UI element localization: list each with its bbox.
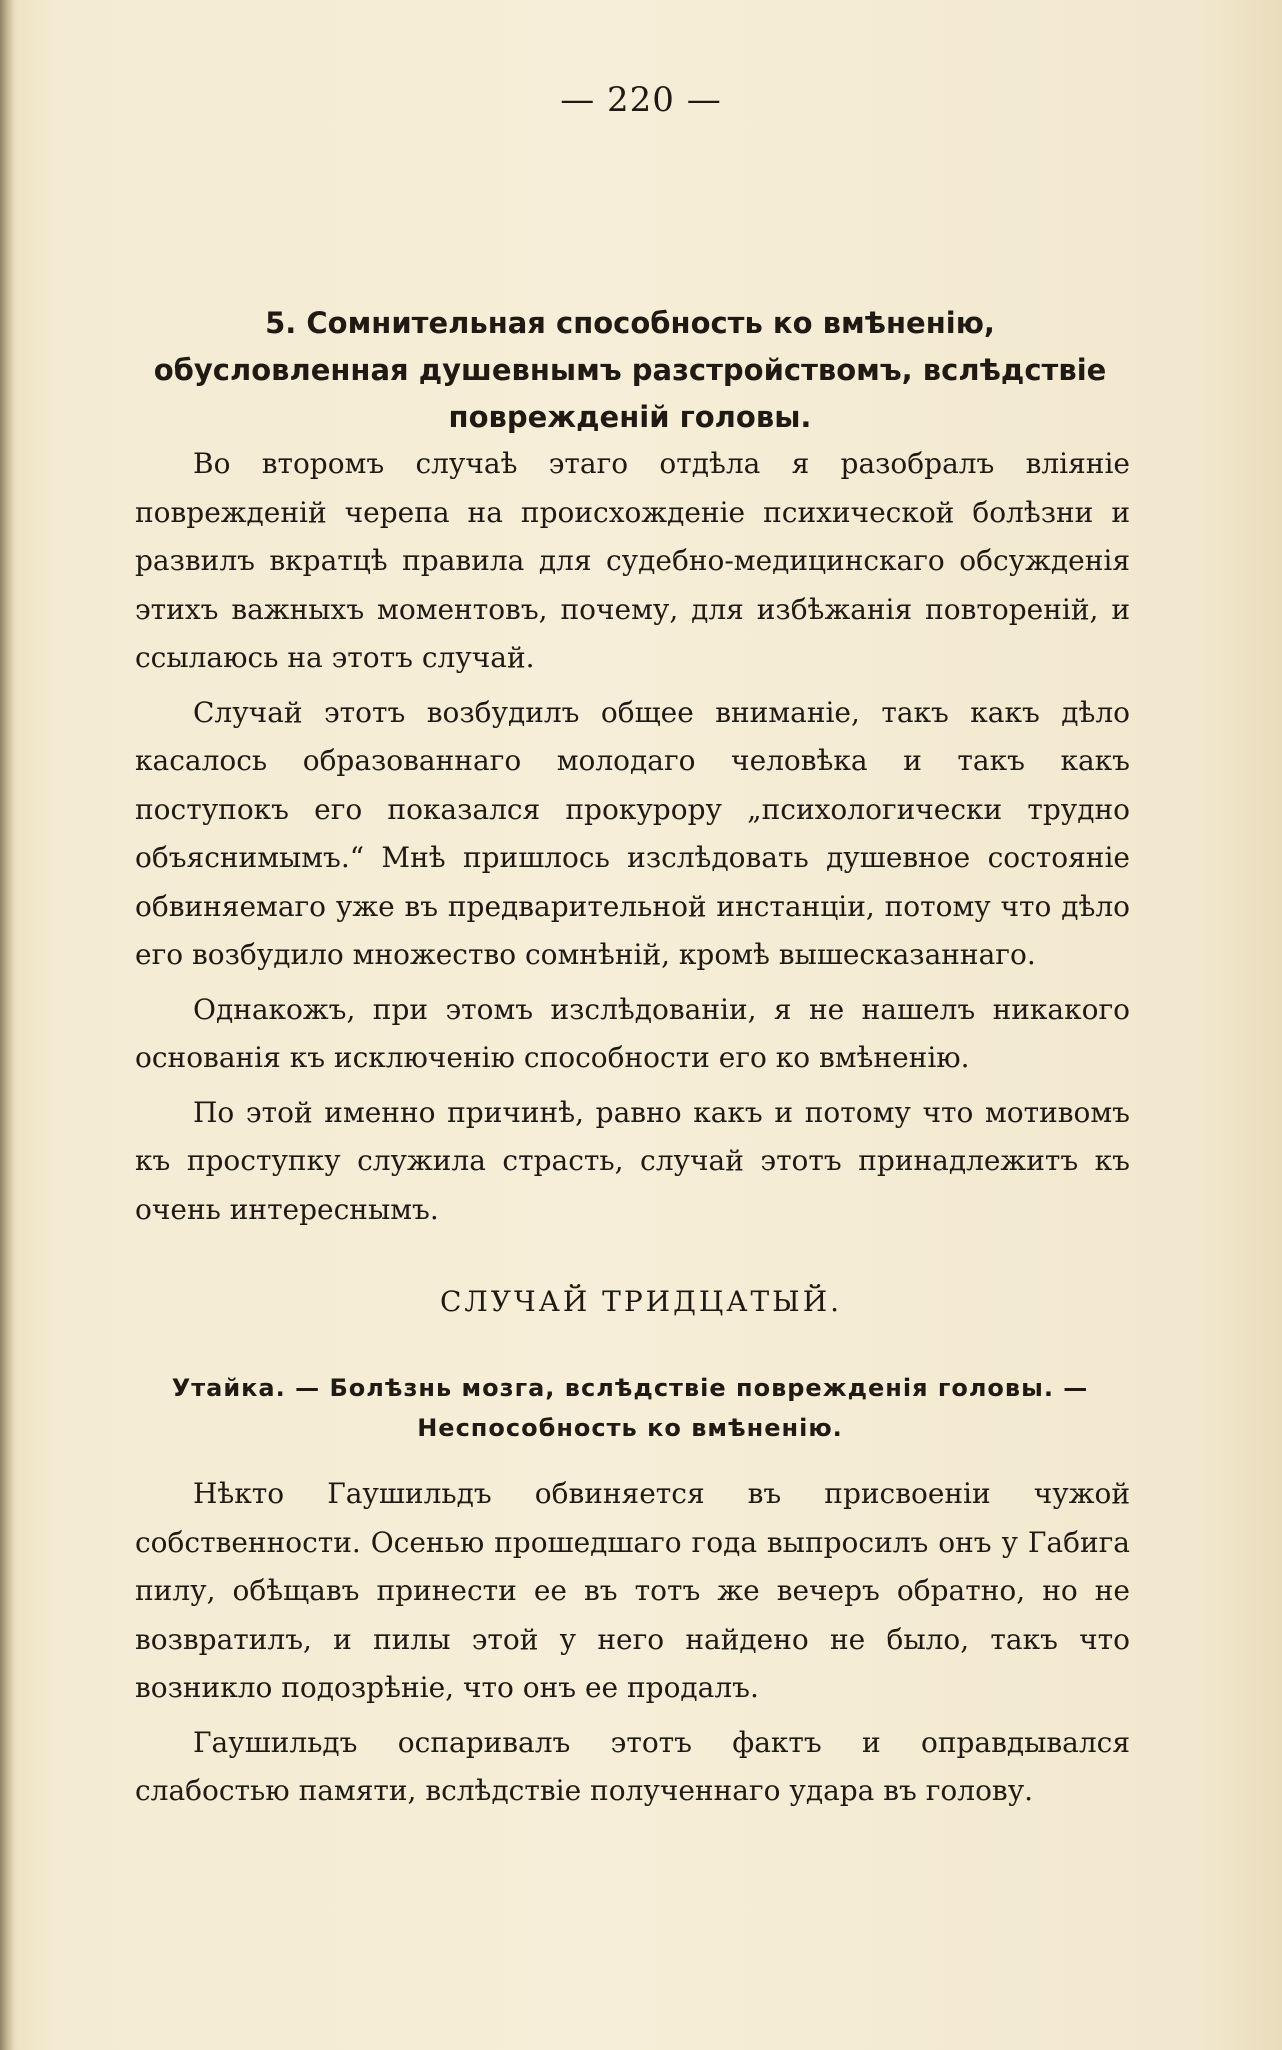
paragraph: Однакожъ, при этомъ изслѣдованіи, я не нашелъ никакого основанія къ исключенію способности его ко вмѣненію. <box>135 992 1130 1074</box>
paragraph: По этой именно причинѣ, равно какъ и потому что мотивомъ къ проступку служила страсть, случай этотъ принадлежитъ къ очень интереснымъ. <box>135 1095 1130 1226</box>
page-binding-edge <box>0 0 14 2050</box>
paragraph: Гаушильдъ оспаривалъ этотъ фактъ и оправдывался слабостью памяти, вслѣдствіе полученнаго удара въ голову. <box>135 1725 1130 1807</box>
case-subtitle: Утайка. — Болѣзнь мозга, вслѣдствіе поврежденія головы. — Неспособность ко вмѣненію. <box>171 1374 1089 1442</box>
section-body <box>135 440 1130 1240</box>
case-body <box>135 1470 1130 1822</box>
section-heading: 5. Сомнительная способность ко вмѣненію, обусловленная душевнымъ разстройствомъ, вслѣдствіе поврежденій головы. <box>153 306 1107 434</box>
paragraph: Случай этотъ возбудилъ общее вниманіе, такъ какъ дѣло касалось образованнаго молодаго человѣка и такъ какъ поступокъ его показался прокурору „психологически трудно объяснимымъ.“ Мнѣ пришлось изслѣдовать душевное состояніе обвиняемаго уже въ предварительной инстанціи, потому что дѣло его возбудило множество сомнѣній, кромѣ вышесказаннаго. <box>135 695 1130 971</box>
paragraph: Нѣкто Гаушильдъ обвиняется въ присвоеніи чужой собственности. Осенью прошедшаго года выпросилъ онъ у Габига пилу, обѣщавъ принести ее въ тотъ же вечеръ обратно, но не возвратилъ, и пилы этой у него найдено не было, такъ что возникло подозрѣніе, что онъ ее продалъ. <box>135 1477 1130 1704</box>
case-title: СЛУЧАЙ ТРИДЦАТЫЙ. <box>439 1285 843 1318</box>
page-number: — 220 — <box>560 80 722 120</box>
paragraph: Во второмъ случаѣ этаго отдѣла я разобралъ вліяніе поврежденій черепа на происхожденіе психической болѣзни и развилъ вкратцѣ правила для судебно-медицинскаго обсужденія этихъ важныхъ моментовъ, почему, для избѣжанія повтореній, и ссылаюсь на этотъ случай. <box>135 447 1130 674</box>
